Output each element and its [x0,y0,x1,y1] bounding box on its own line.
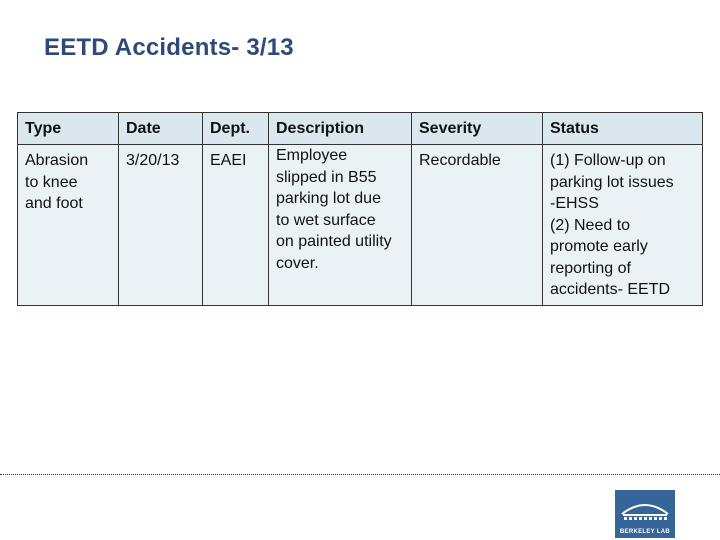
berkeley-lab-logo [615,490,675,538]
table-header-row [18,113,703,145]
header-status: Status [543,113,703,145]
table-row [18,145,703,306]
cell-status: (1) Follow-up on parking lot issues -EHSS (2) Need to promote early reporting of accidents- EETD [543,145,703,306]
header-date: Date [119,113,203,145]
cell-dept: EAEI [203,145,269,306]
cell-date: 3/20/13 [119,145,203,306]
header-type: Type [18,113,119,145]
header-severity: Severity [412,113,543,145]
cell-severity: Recordable [412,145,543,306]
accidents-table [17,112,703,306]
footer-divider [0,474,720,475]
header-description: Description [269,113,412,145]
slide-title: EETD Accidents- 3/13 [44,34,294,61]
header-dept: Dept. [203,113,269,145]
logo-text: BERKELEY LAB [619,529,671,535]
berkeley-lab-building-icon [615,490,675,528]
cell-type: Abrasion to knee and foot [18,145,119,306]
cell-description: Employee slipped in B55 parking lot due to wet surface on painted utility cover. [269,145,412,306]
